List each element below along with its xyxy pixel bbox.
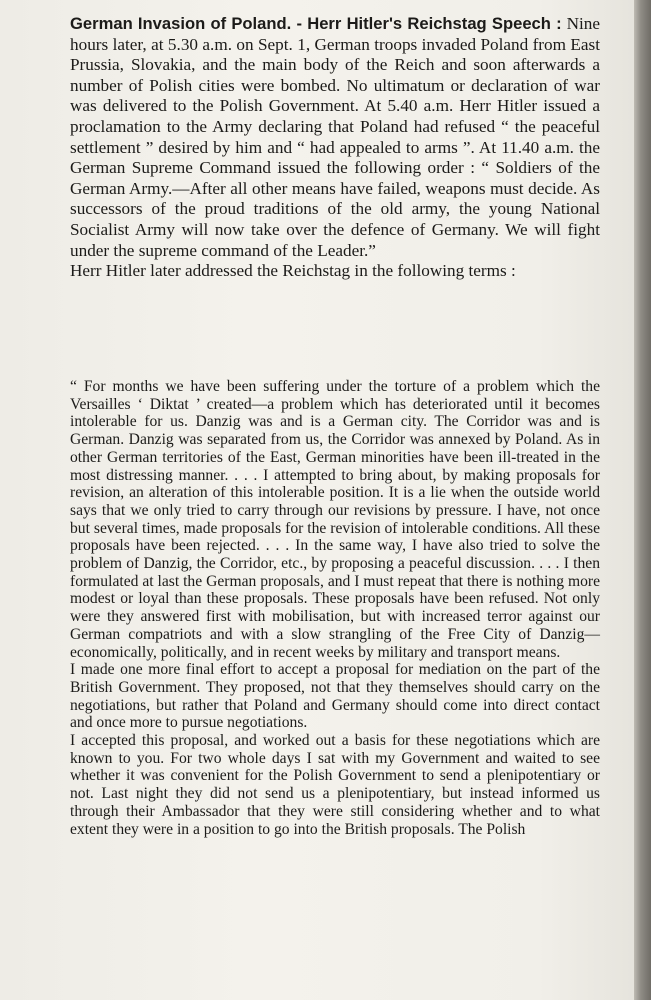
section-heading: German Invasion of Poland. - Herr Hitler's Reichstag Speech :: [70, 14, 562, 33]
quote-paragraph-3: I accepted this proposal, and worked out a basis for these negotiations which are known to you. For two whole days I sat with my Government and waited to see whether it was convenient for the Polish Government to send a plenipotentiary or not. Last night they did not send us a plenipotentiary, but instead informed us through their Ambassador that they were still considering whether and to what extent they were in a position to go into the British proposals. The Polish: [70, 732, 600, 838]
quote-paragraph-2: I made one more final effort to accept a proposal for mediation on the part of the British Government. They proposed, not that they themselves should carry on the negotiations, but rather that Poland and Germany should come into direct contact and once more to pursue negotiations.: [70, 661, 600, 732]
reichstag-intro-line: Herr Hitler later addressed the Reichstag in the following terms :: [70, 261, 516, 281]
opening-paragraph: [70, 14, 600, 261]
quote-paragraph-1: “ For months we have been suffering under the torture of a problem which the Versailles ‘ Diktat ’ created—a problem which has deteriorated until it becomes intolerable for us. Danzig was and is a German city. The Corridor was and is German. Danzig was separated from us, the Corridor was annexed by Poland. As in other German territories of the East, German minorities have been ill-treated in the most distressing manner. . . . I attempted to bring about, by making proposals for revision, an alteration of this intolerable position. It is a lie when the outside world says that we only tried to carry through our revisions by pressure. I have, not once but several times, made proposals for the revision of intolerable conditions. All these proposals have been rejected. . . . In the same way, I have also tried to solve the problem of Danzig, the Corridor, etc., by proposing a peaceful discussion. . . . I then formulated at last the German proposals, and I must repeat that there is nothing more modest or loyal than these proposals. These proposals have been refused. Not only were they answered first with mobilisation, but with increased terror against our German compatriots and with a slow strangling of the Free City of Danzig—economically, politically, and in recent weeks by military and transport means.: [70, 378, 600, 661]
page-edge-shadow: [634, 0, 651, 1000]
speech-quote: [70, 378, 600, 838]
intro-text: Nine hours later, at 5.30 a.m. on Sept. 1, German troops invaded Poland from East Prussia, Slovakia, and the main body of the Reich and soon afterwards a number of Polish cities were bombed. No ultimatum or declaration of war was delivered to the Polish Government. At 5.40 a.m. Herr Hitler issued a proclamation to the Army declaring that Poland had refused “ the peaceful settlement ” desired by him and “ had appealed to arms ”. At 11.40 a.m. the German Supreme Command issued the following order : “ Soldiers of the German Army.—After all other means have failed, weapons must decide. As successors of the proud traditions of the old army, the young National Socialist Army will now take over the defence of Germany. We will fight under the supreme command of the Leader.”: [70, 14, 600, 260]
opening-section: [70, 14, 600, 282]
